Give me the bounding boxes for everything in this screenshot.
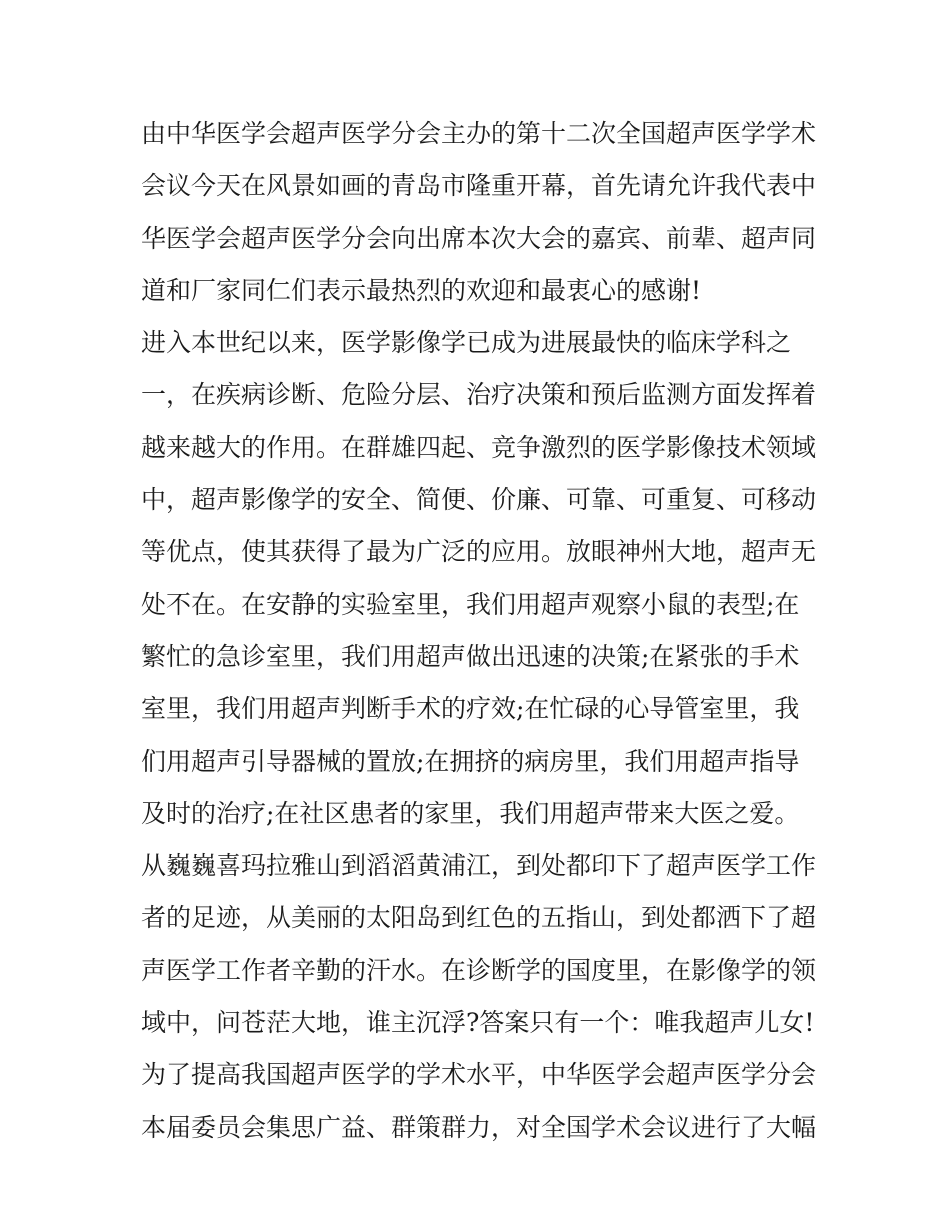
text-line: 会议今天在风景如画的青岛市隆重开幕，首先请允许我代表中 — [141, 171, 817, 201]
text-line: 室里，我们用超声判断手术的疗效;在忙碌的心导管室里，我 — [141, 694, 800, 724]
text-line: 域中，问苍茫大地，谁主沉浮?答案只有一个：唯我超声儿女! — [141, 1008, 815, 1038]
text-line: 华医学会超声医学分会向出席本次大会的嘉宾、前辈、超声同 — [141, 223, 817, 253]
text-line: 道和厂家同仁们表示最热烈的欢迎和最衷心的感谢! — [141, 275, 702, 305]
text-line: 繁忙的急诊室里，我们用超声做出迅速的决策;在紧张的手术 — [141, 641, 800, 671]
text-line: 等优点，使其获得了最为广泛的应用。放眼神州大地，超声无 — [141, 537, 817, 567]
text-line: 进入本世纪以来，医学影像学已成为进展最快的临床学科之 — [141, 328, 792, 358]
text-line: 越来越大的作用。在群雄四起、竞争激烈的医学影像技术领域 — [141, 432, 817, 462]
text-line: 中，超声影像学的安全、简便、价廉、可靠、可重复、可移动 — [141, 485, 817, 515]
text-line: 本届委员会集思广益、群策群力，对全国学术会议进行了大幅 — [141, 1112, 817, 1142]
text-line: 声医学工作者辛勤的汗水。在诊断学的国度里，在影像学的领 — [141, 955, 817, 985]
text-line: 由中华医学会超声医学分会主办的第十二次全国超声医学学术 — [141, 119, 817, 148]
text-line: 为了提高我国超声医学的学术水平，中华医学会超声医学分会 — [141, 1060, 817, 1090]
text-line: 一，在疾病诊断、危险分层、治疗决策和预后监测方面发挥着 — [141, 380, 817, 410]
text-line: 者的足迹，从美丽的太阳岛到红色的五指山，到处都洒下了超 — [141, 903, 817, 933]
document-body — [141, 108, 821, 1154]
text-line: 从巍巍喜玛拉雅山到滔滔黄浦江，到处都印下了超声医学工作 — [141, 851, 817, 881]
text-line: 处不在。在安静的实验室里，我们用超声观察小鼠的表型;在 — [141, 589, 800, 619]
text-line: 及时的治疗;在社区患者的家里，我们用超声带来大医之爱。 — [141, 798, 800, 828]
text-line: 们用超声引导器械的置放;在拥挤的病房里，我们用超声指导 — [141, 746, 800, 776]
